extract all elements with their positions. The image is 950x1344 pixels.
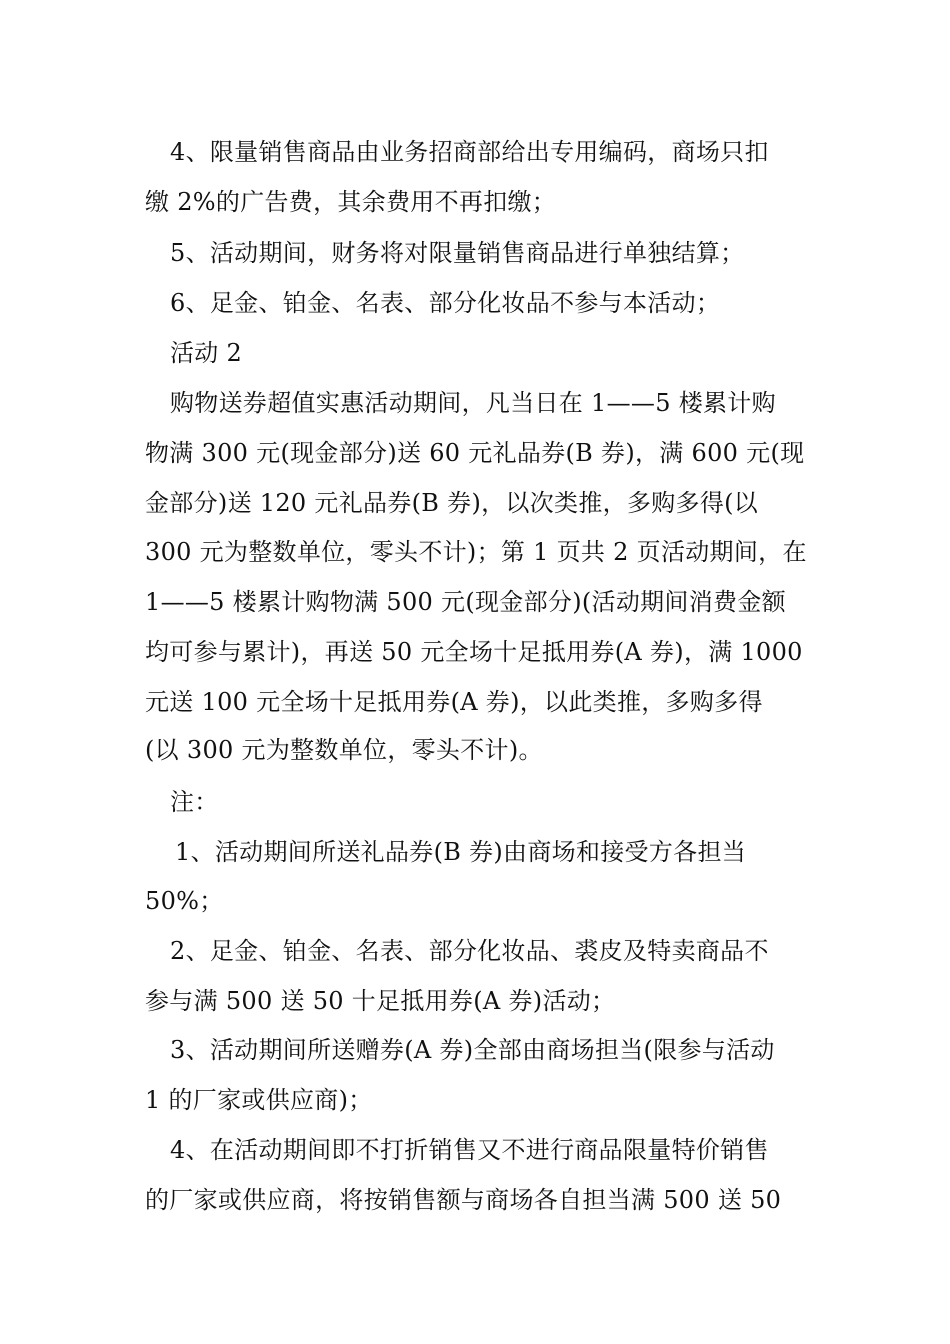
text-line: 购物送券超值实惠活动期间，凡当日在 1——5 楼累计购: [170, 389, 776, 417]
text-line: 1、活动期间所送礼品券(B 券)由商场和接受方各担当: [175, 838, 747, 866]
text-line: 300 元为整数单位，零头不计)；第 1 页共 2 页活动期间，在: [145, 538, 807, 566]
text-line: 4、在活动期间即不打折销售又不进行商品限量特价销售: [170, 1136, 769, 1164]
section-heading: 活动 2: [170, 339, 243, 367]
text-line: 均可参与累计)，再送 50 元全场十足抵用券(A 券)，满 1000: [145, 638, 803, 666]
text-line: 2、足金、铂金、名表、部分化妆品、裘皮及特卖商品不: [170, 937, 769, 965]
text-line: 1 的厂家或供应商)；: [145, 1086, 373, 1114]
note-heading: 注：: [170, 788, 219, 816]
text-line: 6、足金、铂金、名表、部分化妆品不参与本活动；: [170, 289, 721, 317]
text-line: 参与满 500 送 50 十足抵用券(A 券)活动；: [145, 987, 616, 1015]
text-line: 元送 100 元全场十足抵用券(A 券)，以此类推，多购多得: [145, 688, 763, 716]
text-line: 5、活动期间，财务将对限量销售商品进行单独结算；: [170, 239, 745, 267]
text-line: 4、限量销售商品由业务招商部给出专用编码，商场只扣: [170, 138, 769, 166]
text-line: 的厂家或供应商，将按销售额与商场各自担当满 500 送 50: [145, 1186, 782, 1214]
text-line: (以 300 元为整数单位，零头不计)。: [145, 736, 543, 764]
text-line: 1——5 楼累计购物满 500 元(现金部分)(活动期间消费金额: [145, 588, 786, 616]
text-line: 物满 300 元(现金部分)送 60 元礼品券(B 券)，满 600 元(现: [145, 439, 805, 467]
text-line: 缴 2%的广告费，其余费用不再扣缴；: [145, 188, 557, 216]
text-line: 金部分)送 120 元礼品券(B 券)，以次类推，多购多得(以: [145, 489, 759, 517]
text-line: 50%；: [145, 887, 224, 915]
text-line: 3、活动期间所送赠券(A 券)全部由商场担当(限参与活动: [170, 1036, 775, 1064]
